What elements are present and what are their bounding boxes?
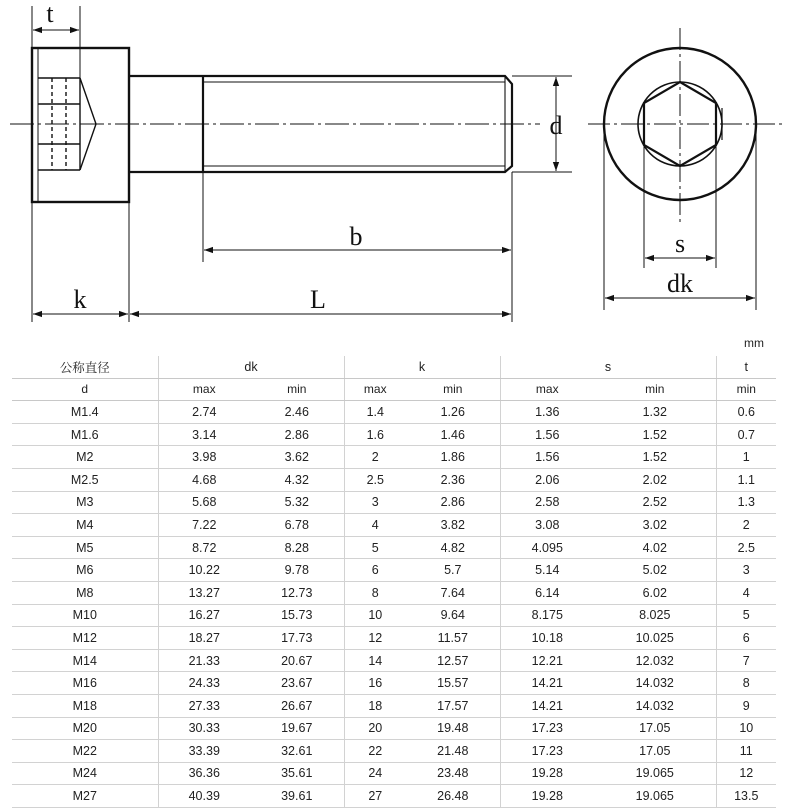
table-row	[12, 649, 776, 672]
cell-k-min: 4.82	[406, 536, 500, 559]
cell-s-min: 5.02	[594, 559, 716, 582]
cell-d: M20	[12, 717, 158, 740]
cell-k-max: 1.4	[344, 401, 406, 424]
cell-s-max: 3.08	[500, 514, 594, 537]
label-s: s	[674, 229, 686, 258]
cell-s-min: 1.32	[594, 401, 716, 424]
cell-k-min: 2.36	[406, 468, 500, 491]
cell-s-min: 2.02	[594, 468, 716, 491]
table-row	[12, 672, 776, 695]
cell-s-min: 3.02	[594, 514, 716, 537]
cell-t-min: 5	[716, 604, 776, 627]
cell-dk-max: 10.22	[158, 559, 250, 582]
cell-k-min: 15.57	[406, 672, 500, 695]
cell-s-max: 2.06	[500, 468, 594, 491]
cell-s-min: 1.52	[594, 446, 716, 469]
cell-t-min: 11	[716, 740, 776, 763]
cell-t-min: 8	[716, 672, 776, 695]
subheader-dk-min: min	[250, 378, 344, 401]
cell-dk-min: 4.32	[250, 468, 344, 491]
cell-d: M16	[12, 672, 158, 695]
header-row-sub	[12, 378, 776, 401]
label-k: k	[73, 285, 87, 314]
cell-t-min: 4	[716, 581, 776, 604]
header-nominal-diameter: 公称直径	[12, 356, 158, 378]
cell-dk-min: 39.61	[250, 785, 344, 808]
cell-k-min: 1.46	[406, 423, 500, 446]
cell-t-min: 2	[716, 514, 776, 537]
cell-dk-min: 35.61	[250, 762, 344, 785]
cell-k-min: 21.48	[406, 740, 500, 763]
side-view	[10, 48, 540, 202]
cell-s-max: 6.14	[500, 581, 594, 604]
cell-s-max: 2.58	[500, 491, 594, 514]
cell-d: M3	[12, 491, 158, 514]
cell-s-max: 1.36	[500, 401, 594, 424]
cell-dk-max: 8.72	[158, 536, 250, 559]
cell-dk-max: 7.22	[158, 514, 250, 537]
cell-t-min: 7	[716, 649, 776, 672]
cell-dk-max: 3.98	[158, 446, 250, 469]
header-dk: dk	[158, 356, 344, 378]
cell-d: M2	[12, 446, 158, 469]
cell-s-max: 17.23	[500, 740, 594, 763]
table-row	[12, 627, 776, 650]
subheader-dk-max: max	[158, 378, 250, 401]
cell-s-min: 14.032	[594, 694, 716, 717]
cell-dk-max: 33.39	[158, 740, 250, 763]
cell-dk-max: 13.27	[158, 581, 250, 604]
cell-k-max: 12	[344, 627, 406, 650]
cell-k-max: 4	[344, 514, 406, 537]
cell-dk-min: 2.86	[250, 423, 344, 446]
cell-t-min: 1	[716, 446, 776, 469]
cell-d: M5	[12, 536, 158, 559]
cell-d: M8	[12, 581, 158, 604]
cell-dk-min: 26.67	[250, 694, 344, 717]
cell-dk-max: 30.33	[158, 717, 250, 740]
cell-k-min: 7.64	[406, 581, 500, 604]
cell-s-min: 14.032	[594, 672, 716, 695]
cell-k-max: 27	[344, 785, 406, 808]
table-row	[12, 717, 776, 740]
cell-s-max: 19.28	[500, 785, 594, 808]
cell-s-min: 4.02	[594, 536, 716, 559]
table-row	[12, 536, 776, 559]
cell-dk-min: 5.32	[250, 491, 344, 514]
cell-d: M12	[12, 627, 158, 650]
cell-s-max: 14.21	[500, 694, 594, 717]
cell-s-min: 19.065	[594, 762, 716, 785]
cell-s-max: 12.21	[500, 649, 594, 672]
cell-dk-min: 32.61	[250, 740, 344, 763]
cell-dk-max: 18.27	[158, 627, 250, 650]
cell-s-min: 2.52	[594, 491, 716, 514]
spec-table	[12, 356, 776, 808]
cell-dk-min: 12.73	[250, 581, 344, 604]
cell-k-min: 12.57	[406, 649, 500, 672]
cell-dk-max: 24.33	[158, 672, 250, 695]
cell-k-min: 5.7	[406, 559, 500, 582]
cell-s-max: 1.56	[500, 446, 594, 469]
label-t: t	[46, 0, 54, 28]
cell-d: M4	[12, 514, 158, 537]
cell-d: M1.4	[12, 401, 158, 424]
cell-d: M1.6	[12, 423, 158, 446]
header-row-top	[12, 356, 776, 378]
cell-s-max: 14.21	[500, 672, 594, 695]
cell-k-max: 18	[344, 694, 406, 717]
spec-table-body	[12, 401, 776, 808]
cell-t-min: 10	[716, 717, 776, 740]
label-L: L	[310, 285, 326, 314]
unit-label: mm	[744, 336, 764, 350]
cell-t-min: 3	[716, 559, 776, 582]
cell-s-max: 17.23	[500, 717, 594, 740]
cell-k-min: 1.26	[406, 401, 500, 424]
cell-k-max: 14	[344, 649, 406, 672]
cell-k-min: 3.82	[406, 514, 500, 537]
cell-k-max: 16	[344, 672, 406, 695]
table-row	[12, 694, 776, 717]
cell-s-max: 10.18	[500, 627, 594, 650]
cell-dk-max: 16.27	[158, 604, 250, 627]
cell-s-max: 5.14	[500, 559, 594, 582]
cell-k-max: 10	[344, 604, 406, 627]
cell-dk-max: 27.33	[158, 694, 250, 717]
cell-s-min: 17.05	[594, 717, 716, 740]
cell-t-min: 1.1	[716, 468, 776, 491]
cell-t-min: 1.3	[716, 491, 776, 514]
table-row	[12, 491, 776, 514]
label-b: b	[349, 222, 363, 251]
table-row	[12, 468, 776, 491]
cell-s-min: 8.025	[594, 604, 716, 627]
table-row	[12, 401, 776, 424]
cell-s-min: 6.02	[594, 581, 716, 604]
dimension-t	[32, 6, 80, 78]
header-t: t	[716, 356, 776, 378]
cell-dk-min: 17.73	[250, 627, 344, 650]
cell-s-min: 19.065	[594, 785, 716, 808]
table-row	[12, 762, 776, 785]
cell-dk-max: 3.14	[158, 423, 250, 446]
cell-dk-min: 23.67	[250, 672, 344, 695]
cell-dk-min: 8.28	[250, 536, 344, 559]
table-row	[12, 740, 776, 763]
cell-k-max: 3	[344, 491, 406, 514]
cell-k-max: 8	[344, 581, 406, 604]
end-view	[588, 28, 782, 226]
cell-dk-min: 2.46	[250, 401, 344, 424]
cell-t-min: 2.5	[716, 536, 776, 559]
cell-k-max: 24	[344, 762, 406, 785]
table-row	[12, 559, 776, 582]
header-k: k	[344, 356, 500, 378]
subheader-k-max: max	[344, 378, 406, 401]
cell-dk-max: 36.36	[158, 762, 250, 785]
cell-s-min: 10.025	[594, 627, 716, 650]
cell-dk-min: 20.67	[250, 649, 344, 672]
subheader-d: d	[12, 378, 158, 401]
cell-k-max: 2.5	[344, 468, 406, 491]
cell-k-max: 1.6	[344, 423, 406, 446]
subheader-s-min: min	[594, 378, 716, 401]
cell-d: M24	[12, 762, 158, 785]
cell-s-min: 17.05	[594, 740, 716, 763]
table-row	[12, 423, 776, 446]
cell-s-max: 19.28	[500, 762, 594, 785]
cell-k-min: 9.64	[406, 604, 500, 627]
cell-k-max: 22	[344, 740, 406, 763]
screw-technical-drawing	[0, 0, 800, 340]
cell-d: M22	[12, 740, 158, 763]
cell-s-min: 1.52	[594, 423, 716, 446]
table-row	[12, 514, 776, 537]
cell-dk-min: 3.62	[250, 446, 344, 469]
cell-k-max: 6	[344, 559, 406, 582]
cell-k-min: 17.57	[406, 694, 500, 717]
cell-d: M27	[12, 785, 158, 808]
cell-k-min: 23.48	[406, 762, 500, 785]
cell-s-max: 1.56	[500, 423, 594, 446]
cell-dk-max: 2.74	[158, 401, 250, 424]
table-row	[12, 604, 776, 627]
cell-d: M10	[12, 604, 158, 627]
cell-s-min: 12.032	[594, 649, 716, 672]
cell-dk-max: 40.39	[158, 785, 250, 808]
cell-t-min: 0.6	[716, 401, 776, 424]
header-s: s	[500, 356, 716, 378]
cell-t-min: 0.7	[716, 423, 776, 446]
cell-dk-max: 5.68	[158, 491, 250, 514]
subheader-t-min: min	[716, 378, 776, 401]
cell-dk-min: 15.73	[250, 604, 344, 627]
cell-d: M6	[12, 559, 158, 582]
subheader-k-min: min	[406, 378, 500, 401]
cell-s-max: 8.175	[500, 604, 594, 627]
cell-dk-min: 19.67	[250, 717, 344, 740]
cell-k-max: 20	[344, 717, 406, 740]
cell-k-min: 26.48	[406, 785, 500, 808]
cell-k-min: 2.86	[406, 491, 500, 514]
subheader-s-max: max	[500, 378, 594, 401]
cell-t-min: 6	[716, 627, 776, 650]
cell-dk-min: 9.78	[250, 559, 344, 582]
cell-s-max: 4.095	[500, 536, 594, 559]
cell-k-max: 5	[344, 536, 406, 559]
label-d: d	[549, 111, 563, 140]
cell-dk-min: 6.78	[250, 514, 344, 537]
table-row	[12, 581, 776, 604]
cell-k-min: 11.57	[406, 627, 500, 650]
cell-d: M18	[12, 694, 158, 717]
cell-d: M14	[12, 649, 158, 672]
cell-t-min: 13.5	[716, 785, 776, 808]
cell-dk-max: 4.68	[158, 468, 250, 491]
cell-d: M2.5	[12, 468, 158, 491]
cell-t-min: 9	[716, 694, 776, 717]
cell-k-max: 2	[344, 446, 406, 469]
label-dk: dk	[667, 269, 693, 298]
table-row	[12, 446, 776, 469]
table-row	[12, 785, 776, 808]
cell-t-min: 12	[716, 762, 776, 785]
cell-k-min: 19.48	[406, 717, 500, 740]
cell-k-min: 1.86	[406, 446, 500, 469]
cell-dk-max: 21.33	[158, 649, 250, 672]
